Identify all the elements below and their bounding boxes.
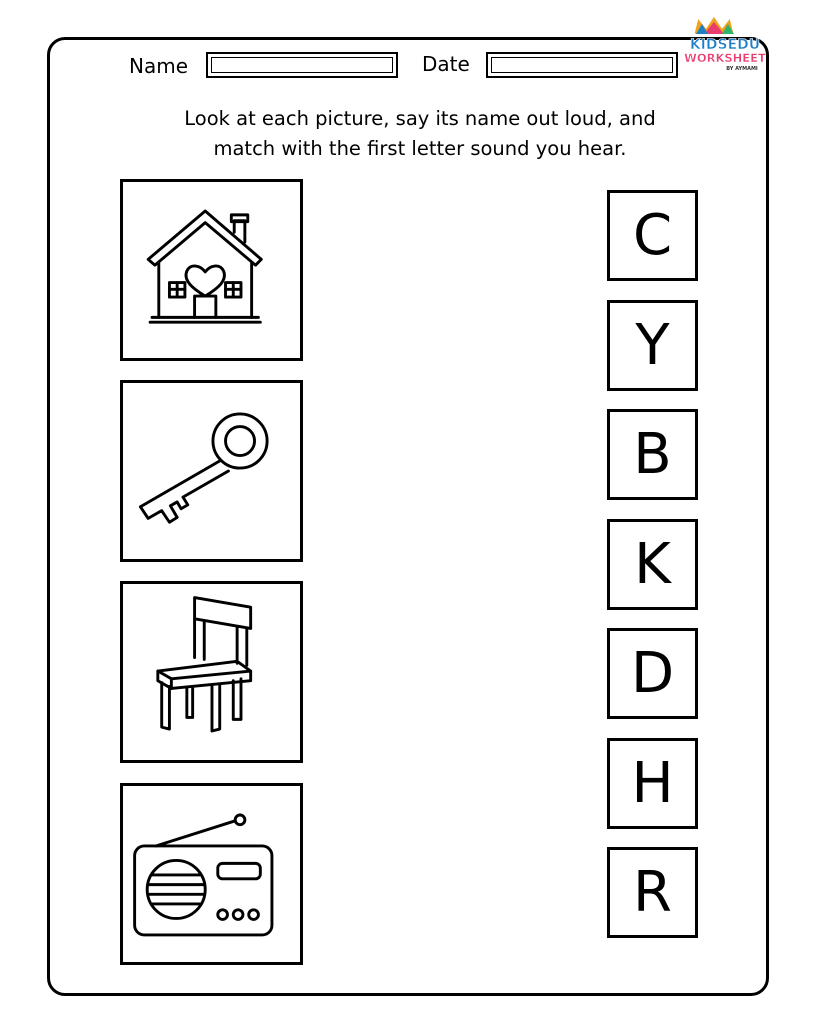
- chair-icon: [123, 584, 300, 760]
- letter-k: K: [634, 531, 671, 597]
- letter-box-c[interactable]: [607, 190, 698, 281]
- picture-card-radio[interactable]: [120, 783, 303, 965]
- letter-d: D: [630, 640, 675, 706]
- instructions-line-2: match with the first letter sound you hear.: [213, 137, 627, 160]
- key-icon: [123, 383, 300, 559]
- house-icon: [123, 182, 300, 358]
- picture-card-chair[interactable]: [120, 581, 303, 763]
- letter-box-y[interactable]: [607, 300, 698, 391]
- crown-icon: [694, 16, 734, 34]
- picture-card-house[interactable]: [120, 179, 303, 361]
- letter-c: C: [632, 202, 673, 268]
- letter-b: B: [633, 421, 672, 487]
- letter-h: H: [631, 750, 674, 816]
- name-label: Name: [129, 54, 189, 78]
- letter-box-k[interactable]: [607, 519, 698, 610]
- radio-icon: [123, 786, 300, 962]
- picture-card-key[interactable]: [120, 380, 303, 562]
- letter-box-r[interactable]: [607, 847, 698, 938]
- name-field[interactable]: [206, 52, 398, 78]
- letter-y: Y: [635, 312, 670, 378]
- letter-box-h[interactable]: [607, 738, 698, 829]
- instructions: [130, 104, 710, 164]
- logo-line1: KIDSEDU: [689, 37, 761, 53]
- kidsedu-logo: [680, 12, 770, 76]
- logo-line2: WORKSHEET: [684, 51, 766, 65]
- letter-box-b[interactable]: [607, 409, 698, 500]
- logo-line3: BY AYMAMI: [726, 66, 758, 72]
- date-field[interactable]: [486, 52, 678, 78]
- date-label: Date: [422, 52, 470, 76]
- instructions-line-1: Look at each picture, say its name out loud, and: [184, 107, 656, 130]
- letter-r: R: [633, 859, 672, 925]
- letter-box-d[interactable]: [607, 628, 698, 719]
